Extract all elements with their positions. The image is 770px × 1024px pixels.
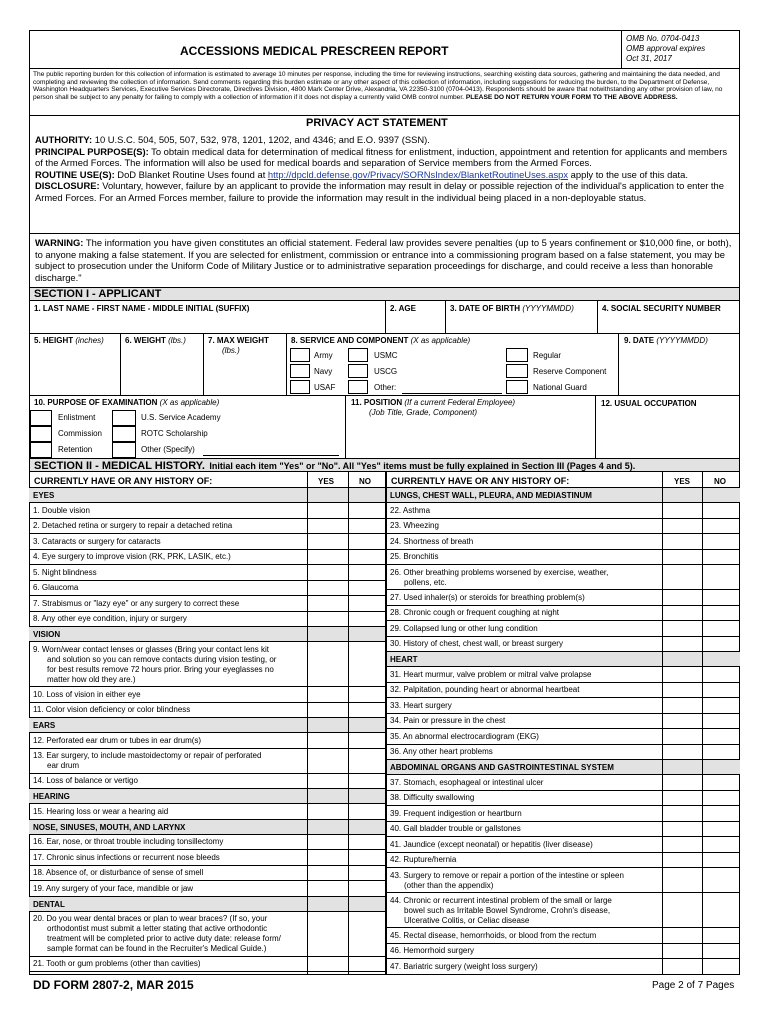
- yes-initial-field[interactable]: [663, 667, 703, 683]
- no-initial-field[interactable]: [703, 959, 739, 975]
- no-initial-field[interactable]: [348, 866, 384, 882]
- history-item: [386, 519, 740, 535]
- yes-initial-field[interactable]: [307, 957, 347, 973]
- history-item: [29, 703, 385, 719]
- history-item: [29, 612, 385, 628]
- yes-initial-field[interactable]: [307, 749, 347, 774]
- component-guard-label: National Guard: [533, 383, 587, 392]
- purpose-retention-label: Retention: [58, 445, 93, 454]
- history-item: [29, 774, 385, 790]
- category-label: DENTAL: [33, 899, 65, 909]
- history-item: [386, 745, 740, 761]
- history-item-label: 25. Bronchitis: [390, 552, 439, 561]
- history-item-label: 40. Gall bladder trouble or gallstones: [390, 824, 521, 833]
- yes-initial-field[interactable]: [663, 550, 703, 566]
- history-item-label: 6. Glaucoma: [33, 583, 79, 592]
- history-item-label: 3. Cataracts or surgery for cataracts: [33, 536, 161, 546]
- service-uscg-checkbox[interactable]: [348, 364, 368, 378]
- left-category-header: [29, 820, 385, 835]
- right-category-header: [386, 488, 740, 503]
- history-item-label: 4. Eye surgery to improve vision (RK, PRK, LASIK, etc.): [33, 552, 231, 561]
- history-item: [29, 881, 385, 897]
- field-4-label: 4. SOCIAL SECURITY NUMBER: [602, 304, 721, 313]
- yes-initial-field[interactable]: [663, 791, 703, 807]
- purpose-enlistment-label: Enlistment: [58, 413, 96, 422]
- history-item-label: 20. Do you wear dental braces or plan to wear braces? (If so, your: [33, 914, 268, 923]
- no-initial-field[interactable]: [348, 581, 384, 597]
- no-initial-field[interactable]: [348, 749, 384, 774]
- history-item-label: 27. Used inhaler(s) or steroids for breathing problem(s): [390, 592, 585, 602]
- warning-statement: WARNING: The information you have given constitutes an official statement. Federal law provides severe penalties (up to 5 years confinement or $10,000 fine, or both), to anyone making a false statement. If you are selected for enlistment, commission or entrance into a commissioning program based on a false statement, you may be subject to prosecution under the Uniform Code of Military Justice or to administrative separation proceedings for discharge, and could receive a less than honorable discharge.": [35, 237, 732, 283]
- no-initial-field[interactable]: [348, 804, 384, 820]
- yes-initial-field[interactable]: [307, 774, 347, 790]
- history-item: [29, 687, 385, 703]
- yes-initial-field[interactable]: [307, 881, 347, 897]
- form-number: DD FORM 2807-2, MAR 2015: [33, 978, 194, 992]
- no-initial-field[interactable]: [703, 503, 739, 519]
- yes-initial-field[interactable]: [663, 745, 703, 761]
- yes-initial-field[interactable]: [663, 534, 703, 550]
- purpose-other-checkbox[interactable]: [112, 442, 136, 458]
- history-item-label: 24. Shortness of breath: [390, 536, 474, 546]
- left-category-header: [29, 789, 385, 804]
- history-item: [29, 835, 385, 851]
- history-item-label: 16. Ear, nose, or throat trouble including tonsillectomy: [33, 837, 224, 846]
- ssn-input[interactable]: [600, 315, 737, 331]
- history-item: [29, 581, 385, 597]
- category-label: ABDOMINAL ORGANS AND GASTROINTESTINAL SYSTEM: [390, 763, 614, 772]
- history-item-label: 35. An abnormal electrocardiogram (EKG): [390, 731, 539, 741]
- history-item: [29, 912, 385, 957]
- history-item: [386, 868, 740, 893]
- history-item: [29, 749, 385, 774]
- category-label: EYES: [33, 491, 55, 500]
- yes-initial-field[interactable]: [307, 519, 347, 535]
- no-initial-field[interactable]: [703, 698, 739, 714]
- history-item: [386, 698, 740, 714]
- yes-initial-field[interactable]: [307, 835, 347, 851]
- no-initial-field[interactable]: [703, 806, 739, 822]
- yes-initial-field[interactable]: [663, 621, 703, 637]
- no-initial-field[interactable]: [703, 928, 739, 944]
- no-initial-field[interactable]: [348, 733, 384, 749]
- history-item: [29, 733, 385, 749]
- left-category-header: [29, 718, 385, 733]
- history-item: [386, 928, 740, 944]
- yes-initial-field[interactable]: [663, 868, 703, 893]
- right-category-header: [386, 760, 740, 775]
- history-item-continuation: pollens, etc.: [404, 577, 447, 587]
- yes-initial-field[interactable]: [663, 519, 703, 535]
- burden-statement: The public reporting burden for this collection of information is estimated to average 10 minutes per response, including the time for reviewing instructions, searching existing data sources, gathering and maintaining the data needed, and completing and reviewing the collection of information. Send comments regarding this burden estimate or any other aspect of this collection of information, including suggestions for reducing the burden, to the Department of Defense, Washington Headquarters Services, Executive Services Directorate, Directives Division, 4800 Mark Center Drive, Alexandria, VA 22350-3100 (0704-0413). Respondents should be aware that notwithstanding any other provision of law, no person shall be subject to any penalty for failing to comply with a collection of information if it does not display a currently valid OMB control number. PLEASE DO NOT RETURN YOUR FORM TO THE ABOVE ADDRESS.: [33, 71, 723, 101]
- yes-initial-field[interactable]: [307, 596, 347, 612]
- yes-initial-field[interactable]: [663, 729, 703, 745]
- history-item-label: 36. Any other heart problems: [390, 747, 493, 756]
- left-category-header: [29, 488, 385, 503]
- no-initial-field[interactable]: [703, 667, 739, 683]
- no-initial-field[interactable]: [348, 550, 384, 566]
- category-label: NOSE, SINUSES, MOUTH, AND LARYNX: [33, 822, 186, 832]
- field-10-label: 10. PURPOSE OF EXAMINATION (X as applicable): [34, 398, 220, 407]
- service-army-label: Army: [314, 351, 333, 360]
- history-item-label: 12. Perforated ear drum or tubes in ear drum(s): [33, 735, 202, 745]
- no-initial-field[interactable]: [703, 621, 739, 637]
- history-item-label: 42. Rupture/hernia: [390, 855, 457, 864]
- history-item: [386, 729, 740, 745]
- yes-initial-field[interactable]: [663, 944, 703, 960]
- history-item-continuation: treatment will be completed prior to active duty date: release form/: [47, 934, 281, 943]
- left-category-header: [29, 897, 385, 912]
- yes-initial-field[interactable]: [307, 733, 347, 749]
- no-initial-field[interactable]: [348, 687, 384, 703]
- left-yes-header: YES: [318, 477, 335, 486]
- no-initial-field[interactable]: [348, 912, 384, 957]
- history-item-label: 44. Chronic or recurrent intestinal problem of the small or large: [390, 895, 612, 905]
- yes-initial-field[interactable]: [307, 804, 347, 820]
- category-label: LUNGS, CHEST WALL, PLEURA, AND MEDIASTINUM: [390, 491, 592, 500]
- history-item-label: 28. Chronic cough or frequent coughing at night: [390, 608, 560, 617]
- field-3-label: 3. DATE OF BIRTH (YYYYMMDD): [450, 304, 574, 313]
- service-army-checkbox[interactable]: [290, 348, 310, 362]
- history-item: [386, 590, 740, 606]
- history-item: [386, 714, 740, 730]
- history-item: [386, 944, 740, 960]
- no-initial-field[interactable]: [703, 775, 739, 791]
- no-initial-field[interactable]: [703, 853, 739, 869]
- service-usmc-label: USMC: [374, 351, 398, 360]
- component-guard-checkbox[interactable]: [506, 380, 528, 394]
- history-item-label: 17. Chronic sinus infections or recurrent nose bleeds: [33, 852, 220, 862]
- history-item-label: 37. Stomach, esophageal or intestinal ulcer: [390, 777, 544, 787]
- history-item-label: 26. Other breathing problems worsened by exercise, weather,: [390, 567, 609, 577]
- no-initial-field[interactable]: [703, 822, 739, 838]
- yes-initial-field[interactable]: [663, 775, 703, 791]
- yes-initial-field[interactable]: [663, 822, 703, 838]
- yes-initial-field[interactable]: [663, 959, 703, 975]
- no-initial-field[interactable]: [703, 606, 739, 622]
- history-item: [386, 806, 740, 822]
- history-item: [29, 957, 385, 973]
- history-item: [386, 503, 740, 519]
- history-item-label: 47. Bariatric surgery (weight loss surgery): [390, 961, 538, 971]
- category-label: HEART: [390, 655, 418, 664]
- privacy-title: PRIVACY ACT STATEMENT: [306, 117, 448, 129]
- history-item-continuation: (other than the appendix): [404, 880, 494, 890]
- field-11-label: 11. POSITION (If a current Federal Employee): [351, 398, 516, 407]
- no-initial-field[interactable]: [703, 637, 739, 653]
- service-usaf-checkbox[interactable]: [290, 380, 310, 394]
- history-item: [386, 550, 740, 566]
- field-8-label: 8. SERVICE AND COMPONENT (X as applicable): [291, 336, 471, 345]
- history-item-label: 39. Frequent indigestion or heartburn: [390, 808, 522, 818]
- component-reserve-label: Reserve Component: [533, 367, 607, 376]
- left-category-header: [29, 627, 385, 642]
- yes-initial-field[interactable]: [663, 590, 703, 606]
- section-1-title: SECTION I - APPLICANT: [34, 288, 162, 300]
- history-item: [386, 893, 740, 928]
- history-item-label: 2. Detached retina or surgery to repair a detached retina: [33, 521, 233, 530]
- history-item-label: 7. Strabismus or "lazy eye" or any surgery to correct these: [33, 598, 240, 608]
- history-item-label: 23. Wheezing: [390, 521, 439, 530]
- purpose-commission-label: Commission: [58, 429, 103, 438]
- history-item-label: 33. Heart surgery: [390, 700, 452, 710]
- name-input[interactable]: [33, 315, 383, 331]
- history-item-continuation: and solution so you can remove contacts during vision testing, or: [47, 654, 277, 664]
- no-initial-field[interactable]: [348, 703, 384, 719]
- history-item-continuation: orthodontist must submit a letter stating that active orthodontic: [47, 924, 268, 933]
- yes-initial-field[interactable]: [307, 503, 347, 519]
- right-category-header: [386, 652, 740, 667]
- history-item-continuation: Ulcerative Colitis, or Celiac disease: [404, 915, 530, 925]
- no-initial-field[interactable]: [703, 893, 739, 928]
- yes-initial-field[interactable]: [307, 534, 347, 550]
- privacy-statement: AUTHORITY: 10 U.S.C. 504, 505, 507, 532, 978, 1201, 1202, and 4346; and E.O. 9397 (SSN). PRINCIPAL PURPOSE(S): To obtain medical data for determination of medical fitness for enlistment, induction, appointment and retention for applicants and members of the Armed Forces. The information will also be used for medical boards and separation of Service members from the Armed Forces. ROUTINE USE(S): DoD Blanket Routine Uses found at http://dpcld.defense.gov/Privacy/SORNsIndex/BlanketRoutineUses.aspx apply to the use of this data. DISCLOSURE: Voluntary, however, failure by an applicant to provide the information may result in delay or possible rejection of the individual's application to enter the Armed Forces. For an Armed Forces member, failure to provide the information may result in the individual being placed in a non-deployable status.: [35, 134, 728, 203]
- category-label: EARS: [33, 721, 56, 730]
- history-item-label: 10. Loss of vision in either eye: [33, 689, 141, 699]
- omb-number: OMB No. 0704-0413: [626, 34, 700, 43]
- history-item-label: 14. Loss of balance or vertigo: [33, 776, 138, 785]
- yes-initial-field[interactable]: [663, 503, 703, 519]
- history-item-continuation: sample format can be found in the Recruiter's Medical Guide.): [47, 944, 267, 953]
- history-item-label: 9. Worn/wear contact lenses or glasses (Bring your contact lens kit: [33, 644, 269, 654]
- history-item: [386, 606, 740, 622]
- no-initial-field[interactable]: [703, 683, 739, 699]
- left-col-header: CURRENTLY HAVE OR ANY HISTORY OF:: [34, 476, 213, 486]
- no-initial-field[interactable]: [348, 596, 384, 612]
- omb-expires: Oct 31, 2017: [626, 54, 672, 63]
- service-other-checkbox[interactable]: [348, 380, 368, 394]
- form-title: ACCESSIONS MEDICAL PRESCREEN REPORT: [180, 44, 449, 58]
- dob-input[interactable]: [448, 315, 595, 331]
- field-12-label: 12. USUAL OCCUPATION: [601, 399, 697, 408]
- history-item-label: 1. Double vision: [33, 505, 90, 515]
- history-item-label: 45. Rectal disease, hemorrhoids, or blood from the rectum: [390, 930, 597, 940]
- component-regular-label: Regular: [533, 351, 562, 360]
- yes-initial-field[interactable]: [663, 565, 703, 590]
- service-navy-label: Navy: [314, 367, 333, 376]
- field-7-units: (lbs.): [222, 346, 240, 355]
- yes-initial-field[interactable]: [663, 606, 703, 622]
- purpose-rotc-checkbox[interactable]: [112, 426, 136, 442]
- history-item-continuation: bowel such as Irritable Bowel Syndrome, Crohn's disease,: [404, 905, 611, 915]
- yes-initial-field[interactable]: [307, 912, 347, 957]
- no-initial-field[interactable]: [348, 612, 384, 628]
- no-initial-field[interactable]: [348, 503, 384, 519]
- history-item: [29, 642, 385, 687]
- history-item: [29, 519, 385, 535]
- service-usaf-label: USAF: [314, 383, 336, 392]
- omb-approval: OMB approval expires: [626, 44, 706, 53]
- yes-initial-field[interactable]: [307, 612, 347, 628]
- component-regular-checkbox[interactable]: [506, 348, 528, 362]
- yes-initial-field[interactable]: [307, 642, 347, 687]
- history-item-label: 19. Any surgery of your face, mandible or jaw: [33, 883, 194, 893]
- history-item-label: 22. Asthma: [390, 505, 431, 515]
- yes-initial-field[interactable]: [307, 581, 347, 597]
- no-initial-field[interactable]: [703, 565, 739, 590]
- history-item: [386, 637, 740, 653]
- history-item-continuation: for best results remove 72 hours prior. Bring your eyeglasses no: [47, 664, 274, 674]
- history-item: [386, 775, 740, 791]
- yes-initial-field[interactable]: [663, 683, 703, 699]
- field-5-label: 5. HEIGHT (inches): [34, 336, 104, 345]
- page-number: Page 2 of 7 Pages: [652, 980, 735, 991]
- yes-initial-field[interactable]: [663, 853, 703, 869]
- service-other-label: Other:: [374, 383, 397, 392]
- purpose-commission-checkbox[interactable]: [30, 426, 52, 442]
- no-initial-field[interactable]: [703, 868, 739, 893]
- no-initial-field[interactable]: [348, 835, 384, 851]
- yes-initial-field[interactable]: [307, 550, 347, 566]
- purpose-other-line[interactable]: [203, 455, 339, 456]
- right-no-header: NO: [714, 477, 726, 486]
- history-item-label: 13. Ear surgery, to include mastoidectomy or repair of perforated: [33, 751, 262, 760]
- purpose-enlistment-checkbox[interactable]: [30, 410, 52, 426]
- section-2-title: SECTION II - MEDICAL HISTORY. Initial each item "Yes" or "No". All "Yes" items must be fully explained in Section III (Pages 4 and 5).: [34, 460, 636, 472]
- no-initial-field[interactable]: [703, 590, 739, 606]
- history-item: [386, 667, 740, 683]
- yes-initial-field[interactable]: [307, 866, 347, 882]
- no-initial-field[interactable]: [348, 881, 384, 897]
- category-label: HEARING: [33, 792, 70, 801]
- yes-initial-field[interactable]: [663, 928, 703, 944]
- no-initial-field[interactable]: [703, 837, 739, 853]
- history-item-label: 31. Heart murmur, valve problem or mitral valve prolapse: [390, 669, 592, 679]
- history-item-label: 8. Any other eye condition, injury or surgery: [33, 614, 187, 623]
- history-item-label: 11. Color vision deficiency or color blindness: [33, 705, 191, 714]
- no-initial-field[interactable]: [348, 850, 384, 866]
- no-initial-field[interactable]: [703, 944, 739, 960]
- purpose-other-label: Other (Specify): [141, 445, 195, 454]
- no-initial-field[interactable]: [348, 774, 384, 790]
- history-item: [29, 850, 385, 866]
- field-11-hint: (Job Title, Grade, Component): [369, 408, 477, 417]
- history-item: [29, 565, 385, 581]
- service-navy-checkbox[interactable]: [290, 364, 310, 378]
- history-item-label: 46. Hemorrhoid surgery: [390, 946, 475, 955]
- history-item: [29, 866, 385, 882]
- routine-uses-link[interactable]: http://dpcld.defense.gov/Privacy/SORNsIndex/BlanketRoutineUses.aspx: [267, 168, 569, 180]
- age-input[interactable]: [388, 315, 443, 331]
- history-item-label: 29. Collapsed lung or other lung condition: [390, 623, 538, 633]
- no-initial-field[interactable]: [348, 534, 384, 550]
- purpose-retention-checkbox[interactable]: [30, 442, 52, 458]
- history-item-label: 21. Tooth or gum problems (other than cavities): [33, 959, 201, 968]
- no-initial-field[interactable]: [703, 550, 739, 566]
- history-item-label: 41. Jaundice (except neonatal) or hepatitis (liver disease): [390, 839, 593, 849]
- no-initial-field[interactable]: [348, 565, 384, 581]
- history-item: [386, 822, 740, 838]
- no-initial-field[interactable]: [348, 957, 384, 973]
- history-item: [386, 534, 740, 550]
- field-1-label: 1. LAST NAME - FIRST NAME - MIDDLE INITIAL (SUFFIX): [34, 304, 250, 313]
- no-initial-field[interactable]: [703, 791, 739, 807]
- component-reserve-checkbox[interactable]: [506, 364, 528, 378]
- history-item: [386, 791, 740, 807]
- yes-initial-field[interactable]: [663, 806, 703, 822]
- service-usmc-checkbox[interactable]: [348, 348, 368, 362]
- purpose-academy-label: U.S. Service Academy: [141, 413, 221, 422]
- history-item-continuation: ear drum: [47, 761, 80, 770]
- no-initial-field[interactable]: [703, 714, 739, 730]
- history-item: [386, 621, 740, 637]
- category-label: VISION: [33, 630, 61, 639]
- no-initial-field[interactable]: [348, 642, 384, 687]
- history-item: [29, 550, 385, 566]
- field-9-label: 9. DATE (YYYYMMDD): [624, 336, 708, 345]
- yes-initial-field[interactable]: [307, 565, 347, 581]
- history-item: [386, 959, 740, 975]
- history-item: [386, 853, 740, 869]
- field-7-label: 7. MAX WEIGHT: [208, 336, 269, 345]
- no-initial-field[interactable]: [703, 534, 739, 550]
- field-2-label: 2. AGE: [390, 304, 416, 313]
- yes-initial-field[interactable]: [307, 703, 347, 719]
- history-item-label: 30. History of chest, chest wall, or breast surgery: [390, 639, 563, 648]
- yes-initial-field[interactable]: [307, 687, 347, 703]
- history-item-continuation: matter how old they are.): [47, 674, 136, 684]
- yes-initial-field[interactable]: [663, 698, 703, 714]
- history-item: [386, 837, 740, 853]
- service-other-line[interactable]: [402, 393, 502, 394]
- service-uscg-label: USCG: [374, 367, 398, 376]
- history-item-label: 34. Pain or pressure in the chest: [390, 716, 506, 725]
- no-initial-field[interactable]: [703, 745, 739, 761]
- field-6-label: 6. WEIGHT (lbs.): [125, 336, 186, 345]
- purpose-rotc-label: ROTC Scholarship: [141, 429, 208, 438]
- right-yes-header: YES: [674, 477, 691, 486]
- yes-initial-field[interactable]: [663, 837, 703, 853]
- history-item: [29, 804, 385, 820]
- yes-initial-field[interactable]: [307, 850, 347, 866]
- right-col-header: CURRENTLY HAVE OR ANY HISTORY OF:: [391, 476, 570, 486]
- history-item-label: 5. Night blindness: [33, 567, 97, 577]
- yes-initial-field[interactable]: [663, 637, 703, 653]
- history-item: [386, 683, 740, 699]
- history-item: [386, 565, 740, 590]
- history-item: [29, 503, 385, 519]
- history-item-label: 43. Surgery to remove or repair a portion of the intestine or spleen: [390, 870, 624, 880]
- yes-initial-field[interactable]: [663, 893, 703, 928]
- no-initial-field[interactable]: [703, 729, 739, 745]
- history-item-label: 32. Palpitation, pounding heart or abnormal heartbeat: [390, 685, 580, 694]
- history-item-label: 18. Absence of, or disturbance of sense of smell: [33, 868, 204, 877]
- left-no-header: NO: [359, 477, 371, 486]
- history-item: [29, 596, 385, 612]
- no-initial-field[interactable]: [348, 519, 384, 535]
- history-item-label: 15. Hearing loss or wear a hearing aid: [33, 806, 169, 816]
- purpose-academy-checkbox[interactable]: [112, 410, 136, 426]
- no-initial-field[interactable]: [703, 519, 739, 535]
- history-item-label: 38. Difficulty swallowing: [390, 793, 475, 802]
- history-item: [29, 534, 385, 550]
- yes-initial-field[interactable]: [663, 714, 703, 730]
